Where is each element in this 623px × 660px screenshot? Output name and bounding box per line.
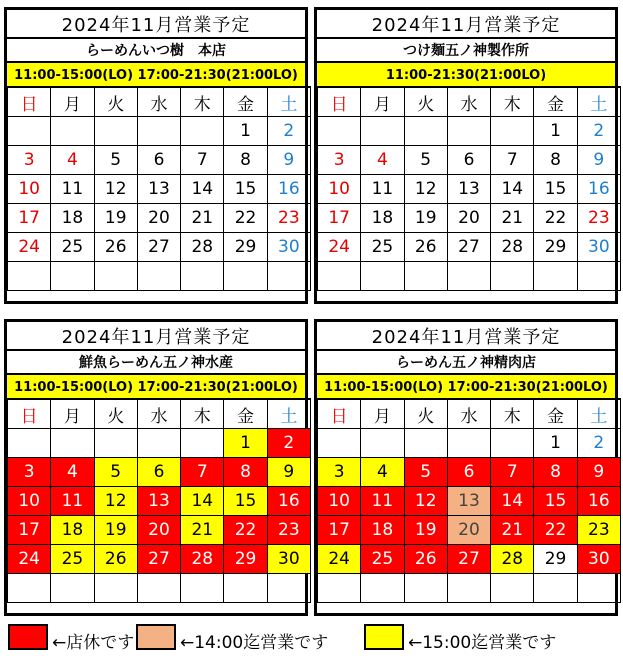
- empty-cell: [51, 574, 94, 603]
- day-cell: 14: [491, 175, 534, 204]
- legend-until-1400-label: ←14:00迄営業です: [180, 633, 329, 653]
- week-row: [318, 545, 621, 574]
- weekday-header: 火: [404, 87, 447, 117]
- weekday-header: 月: [51, 399, 94, 429]
- day-cell: 19: [94, 204, 137, 233]
- weekday-header: 金: [534, 87, 577, 117]
- day-cell: 4: [51, 458, 94, 487]
- calendar-panel-honten: [4, 7, 308, 304]
- day-cell: 14: [181, 487, 224, 516]
- empty-cell: [361, 574, 404, 603]
- day-cell: 27: [137, 545, 180, 574]
- day-cell: 26: [94, 545, 137, 574]
- weekday-header: 土: [577, 399, 620, 429]
- day-cell: 18: [51, 516, 94, 545]
- business-hours: 11:00-15:00(LO) 17:00-21:30(21:00LO): [7, 375, 305, 399]
- empty-cell: [181, 574, 224, 603]
- day-cell: 17: [318, 516, 361, 545]
- week-row: [8, 487, 311, 516]
- day-cell: 22: [224, 516, 267, 545]
- day-cell: 8: [224, 146, 267, 175]
- day-cell: 19: [94, 516, 137, 545]
- empty-cell: [181, 429, 224, 458]
- legend-until-1500-label: ←15:00迄営業です: [408, 633, 557, 653]
- day-cell: 9: [577, 146, 620, 175]
- empty-cell: [94, 574, 137, 603]
- week-row: [8, 204, 311, 233]
- day-cell: 20: [137, 516, 180, 545]
- day-cell: 16: [577, 487, 620, 516]
- day-cell: 23: [577, 516, 620, 545]
- week-row: [318, 262, 621, 291]
- weekday-header: 水: [447, 87, 490, 117]
- week-row: [8, 574, 311, 603]
- week-row: [318, 146, 621, 175]
- panel-title: 2024年11月営業予定: [317, 10, 615, 39]
- day-cell: 10: [318, 487, 361, 516]
- week-row: [8, 175, 311, 204]
- day-cell: 23: [267, 516, 310, 545]
- day-cell: 29: [534, 545, 577, 574]
- empty-cell: [491, 262, 534, 291]
- day-cell: 9: [267, 146, 310, 175]
- week-row: [318, 117, 621, 146]
- day-cell: 23: [577, 204, 620, 233]
- empty-cell: [137, 574, 180, 603]
- day-cell: 26: [404, 233, 447, 262]
- day-cell: 24: [8, 545, 51, 574]
- week-row: [8, 146, 311, 175]
- day-cell: 4: [361, 146, 404, 175]
- week-row: [8, 545, 311, 574]
- empty-cell: [318, 262, 361, 291]
- day-cell: 15: [224, 487, 267, 516]
- weekday-header: 月: [51, 87, 94, 117]
- weekday-header: 水: [137, 399, 180, 429]
- day-cell: 26: [94, 233, 137, 262]
- week-row: [8, 516, 311, 545]
- day-cell: 8: [534, 458, 577, 487]
- day-cell: 11: [361, 175, 404, 204]
- day-cell: 11: [51, 175, 94, 204]
- empty-cell: [8, 574, 51, 603]
- empty-cell: [51, 429, 94, 458]
- day-cell: 27: [447, 545, 490, 574]
- month-table: [317, 86, 621, 291]
- empty-cell: [361, 117, 404, 146]
- day-cell: 5: [404, 146, 447, 175]
- week-row: [8, 117, 311, 146]
- empty-cell: [404, 117, 447, 146]
- empty-cell: [447, 429, 490, 458]
- day-cell: 6: [137, 458, 180, 487]
- weekday-header: 日: [318, 87, 361, 117]
- day-cell: 21: [491, 204, 534, 233]
- weekday-header: 日: [8, 399, 51, 429]
- day-cell: 7: [491, 146, 534, 175]
- day-cell: 3: [8, 458, 51, 487]
- empty-cell: [404, 574, 447, 603]
- business-hours: 11:00-15:00(LO) 17:00-21:30(21:00LO): [317, 375, 615, 399]
- weekday-header-row: [318, 87, 621, 117]
- empty-cell: [181, 262, 224, 291]
- day-cell: 2: [267, 429, 310, 458]
- day-cell: 7: [491, 458, 534, 487]
- week-row: [318, 516, 621, 545]
- weekday-header-row: [8, 87, 311, 117]
- week-row: [8, 458, 311, 487]
- day-cell: 6: [447, 146, 490, 175]
- empty-cell: [577, 262, 620, 291]
- weekday-header: 月: [361, 87, 404, 117]
- weekday-header: 水: [137, 87, 180, 117]
- weekday-header: 木: [491, 399, 534, 429]
- day-cell: 29: [224, 233, 267, 262]
- week-row: [318, 574, 621, 603]
- week-row: [318, 175, 621, 204]
- business-hours: 11:00-21:30(21:00LO): [317, 63, 615, 87]
- day-cell: 17: [8, 516, 51, 545]
- empty-cell: [8, 429, 51, 458]
- day-cell: 23: [267, 204, 310, 233]
- weekday-header-row: [8, 399, 311, 429]
- day-cell: 11: [361, 487, 404, 516]
- empty-cell: [8, 117, 51, 146]
- day-cell: 16: [267, 175, 310, 204]
- month-table: [7, 86, 311, 291]
- weekday-header: 日: [318, 399, 361, 429]
- weekday-header: 水: [447, 399, 490, 429]
- day-cell: 18: [361, 204, 404, 233]
- month-table: [7, 398, 311, 603]
- day-cell: 22: [534, 516, 577, 545]
- day-cell: 18: [361, 516, 404, 545]
- day-cell: 16: [577, 175, 620, 204]
- shop-name: らーめん五ノ神精肉店: [317, 351, 615, 375]
- day-cell: 3: [318, 146, 361, 175]
- empty-cell: [318, 429, 361, 458]
- business-hours: 11:00-15:00(LO) 17:00-21:30(21:00LO): [7, 63, 305, 87]
- day-cell: 30: [577, 545, 620, 574]
- empty-cell: [534, 262, 577, 291]
- week-row: [8, 429, 311, 458]
- weekday-header-row: [318, 399, 621, 429]
- day-cell: 24: [8, 233, 51, 262]
- day-cell: 7: [181, 146, 224, 175]
- weekday-header: 金: [534, 399, 577, 429]
- empty-cell: [447, 117, 490, 146]
- day-cell: 2: [577, 117, 620, 146]
- day-cell: 29: [224, 545, 267, 574]
- empty-cell: [447, 262, 490, 291]
- day-cell: 20: [447, 204, 490, 233]
- day-cell: 5: [94, 146, 137, 175]
- day-cell: 12: [404, 175, 447, 204]
- empty-cell: [224, 262, 267, 291]
- day-cell: 21: [181, 204, 224, 233]
- day-cell: 5: [404, 458, 447, 487]
- day-cell: 10: [318, 175, 361, 204]
- day-cell: 10: [8, 487, 51, 516]
- weekday-header: 月: [361, 399, 404, 429]
- week-row: [8, 262, 311, 291]
- day-cell: 21: [491, 516, 534, 545]
- day-cell: 16: [267, 487, 310, 516]
- day-cell: 14: [491, 487, 534, 516]
- empty-cell: [137, 117, 180, 146]
- day-cell: 24: [318, 233, 361, 262]
- calendar-panel-seisakusho: [314, 7, 618, 304]
- day-cell: 19: [404, 204, 447, 233]
- day-cell: 17: [318, 204, 361, 233]
- day-cell: 7: [181, 458, 224, 487]
- day-cell: 29: [534, 233, 577, 262]
- day-cell: 28: [181, 545, 224, 574]
- panel-title: 2024年11月営業予定: [7, 10, 305, 39]
- empty-cell: [577, 574, 620, 603]
- day-cell: 19: [404, 516, 447, 545]
- day-cell: 22: [224, 204, 267, 233]
- empty-cell: [51, 262, 94, 291]
- day-cell: 22: [534, 204, 577, 233]
- day-cell: 2: [267, 117, 310, 146]
- empty-cell: [267, 262, 310, 291]
- day-cell: 28: [181, 233, 224, 262]
- day-cell: 30: [267, 233, 310, 262]
- day-cell: 30: [577, 233, 620, 262]
- calendar-panel-suisan: [4, 319, 308, 616]
- shop-name: らーめんいつ樹 本店: [7, 39, 305, 63]
- day-cell: 20: [447, 516, 490, 545]
- day-cell: 5: [94, 458, 137, 487]
- empty-cell: [361, 429, 404, 458]
- day-cell: 28: [491, 233, 534, 262]
- day-cell: 30: [267, 545, 310, 574]
- day-cell: 17: [8, 204, 51, 233]
- panel-title: 2024年11月営業予定: [7, 322, 305, 351]
- month-table: [317, 398, 621, 603]
- empty-cell: [361, 262, 404, 291]
- empty-cell: [447, 574, 490, 603]
- empty-cell: [51, 117, 94, 146]
- day-cell: 9: [577, 458, 620, 487]
- week-row: [318, 487, 621, 516]
- empty-cell: [491, 429, 534, 458]
- weekday-header: 金: [224, 87, 267, 117]
- day-cell: 21: [181, 516, 224, 545]
- legend-closed-swatch: [8, 624, 48, 650]
- day-cell: 13: [447, 175, 490, 204]
- day-cell: 10: [8, 175, 51, 204]
- day-cell: 15: [534, 175, 577, 204]
- day-cell: 25: [51, 233, 94, 262]
- empty-cell: [181, 117, 224, 146]
- empty-cell: [491, 574, 534, 603]
- day-cell: 18: [51, 204, 94, 233]
- weekday-header: 木: [181, 399, 224, 429]
- empty-cell: [224, 574, 267, 603]
- weekday-header: 日: [8, 87, 51, 117]
- day-cell: 25: [51, 545, 94, 574]
- day-cell: 28: [491, 545, 534, 574]
- day-cell: 11: [51, 487, 94, 516]
- weekday-header: 火: [94, 399, 137, 429]
- legend: [8, 622, 623, 654]
- weekday-header: 火: [404, 399, 447, 429]
- day-cell: 2: [577, 429, 620, 458]
- empty-cell: [8, 262, 51, 291]
- empty-cell: [267, 574, 310, 603]
- day-cell: 25: [361, 233, 404, 262]
- calendar-panel-seinikuten: [314, 319, 618, 616]
- weekday-header: 土: [267, 399, 310, 429]
- weekday-header: 木: [181, 87, 224, 117]
- empty-cell: [94, 429, 137, 458]
- day-cell: 14: [181, 175, 224, 204]
- weekday-header: 金: [224, 399, 267, 429]
- weekday-header: 火: [94, 87, 137, 117]
- empty-cell: [94, 262, 137, 291]
- empty-cell: [137, 429, 180, 458]
- day-cell: 27: [447, 233, 490, 262]
- weekday-header: 木: [491, 87, 534, 117]
- day-cell: 1: [534, 117, 577, 146]
- day-cell: 1: [224, 429, 267, 458]
- day-cell: 13: [137, 487, 180, 516]
- day-cell: 25: [361, 545, 404, 574]
- day-cell: 12: [94, 175, 137, 204]
- shop-name: つけ麺五ノ神製作所: [317, 39, 615, 63]
- week-row: [318, 458, 621, 487]
- empty-cell: [404, 429, 447, 458]
- day-cell: 20: [137, 204, 180, 233]
- day-cell: 6: [447, 458, 490, 487]
- day-cell: 13: [137, 175, 180, 204]
- day-cell: 12: [404, 487, 447, 516]
- weekday-header: 土: [267, 87, 310, 117]
- week-row: [8, 233, 311, 262]
- empty-cell: [318, 574, 361, 603]
- day-cell: 4: [361, 458, 404, 487]
- empty-cell: [318, 117, 361, 146]
- day-cell: 4: [51, 146, 94, 175]
- day-cell: 27: [137, 233, 180, 262]
- day-cell: 1: [224, 117, 267, 146]
- day-cell: 12: [94, 487, 137, 516]
- day-cell: 15: [534, 487, 577, 516]
- week-row: [318, 233, 621, 262]
- legend-until-1400-swatch: [136, 624, 176, 650]
- day-cell: 8: [224, 458, 267, 487]
- empty-cell: [94, 117, 137, 146]
- panel-title: 2024年11月営業予定: [317, 322, 615, 351]
- empty-cell: [491, 117, 534, 146]
- day-cell: 15: [224, 175, 267, 204]
- empty-cell: [137, 262, 180, 291]
- day-cell: 1: [534, 429, 577, 458]
- weekday-header: 土: [577, 87, 620, 117]
- week-row: [318, 429, 621, 458]
- day-cell: 24: [318, 545, 361, 574]
- day-cell: 13: [447, 487, 490, 516]
- legend-until-1500-swatch: [364, 624, 404, 650]
- week-row: [318, 204, 621, 233]
- day-cell: 3: [8, 146, 51, 175]
- empty-cell: [404, 262, 447, 291]
- day-cell: 6: [137, 146, 180, 175]
- shop-name: 鮮魚らーめん五ノ神水産: [7, 351, 305, 375]
- legend-closed-label: ←店休です: [52, 633, 135, 653]
- empty-cell: [534, 574, 577, 603]
- day-cell: 9: [267, 458, 310, 487]
- day-cell: 8: [534, 146, 577, 175]
- day-cell: 3: [318, 458, 361, 487]
- day-cell: 26: [404, 545, 447, 574]
